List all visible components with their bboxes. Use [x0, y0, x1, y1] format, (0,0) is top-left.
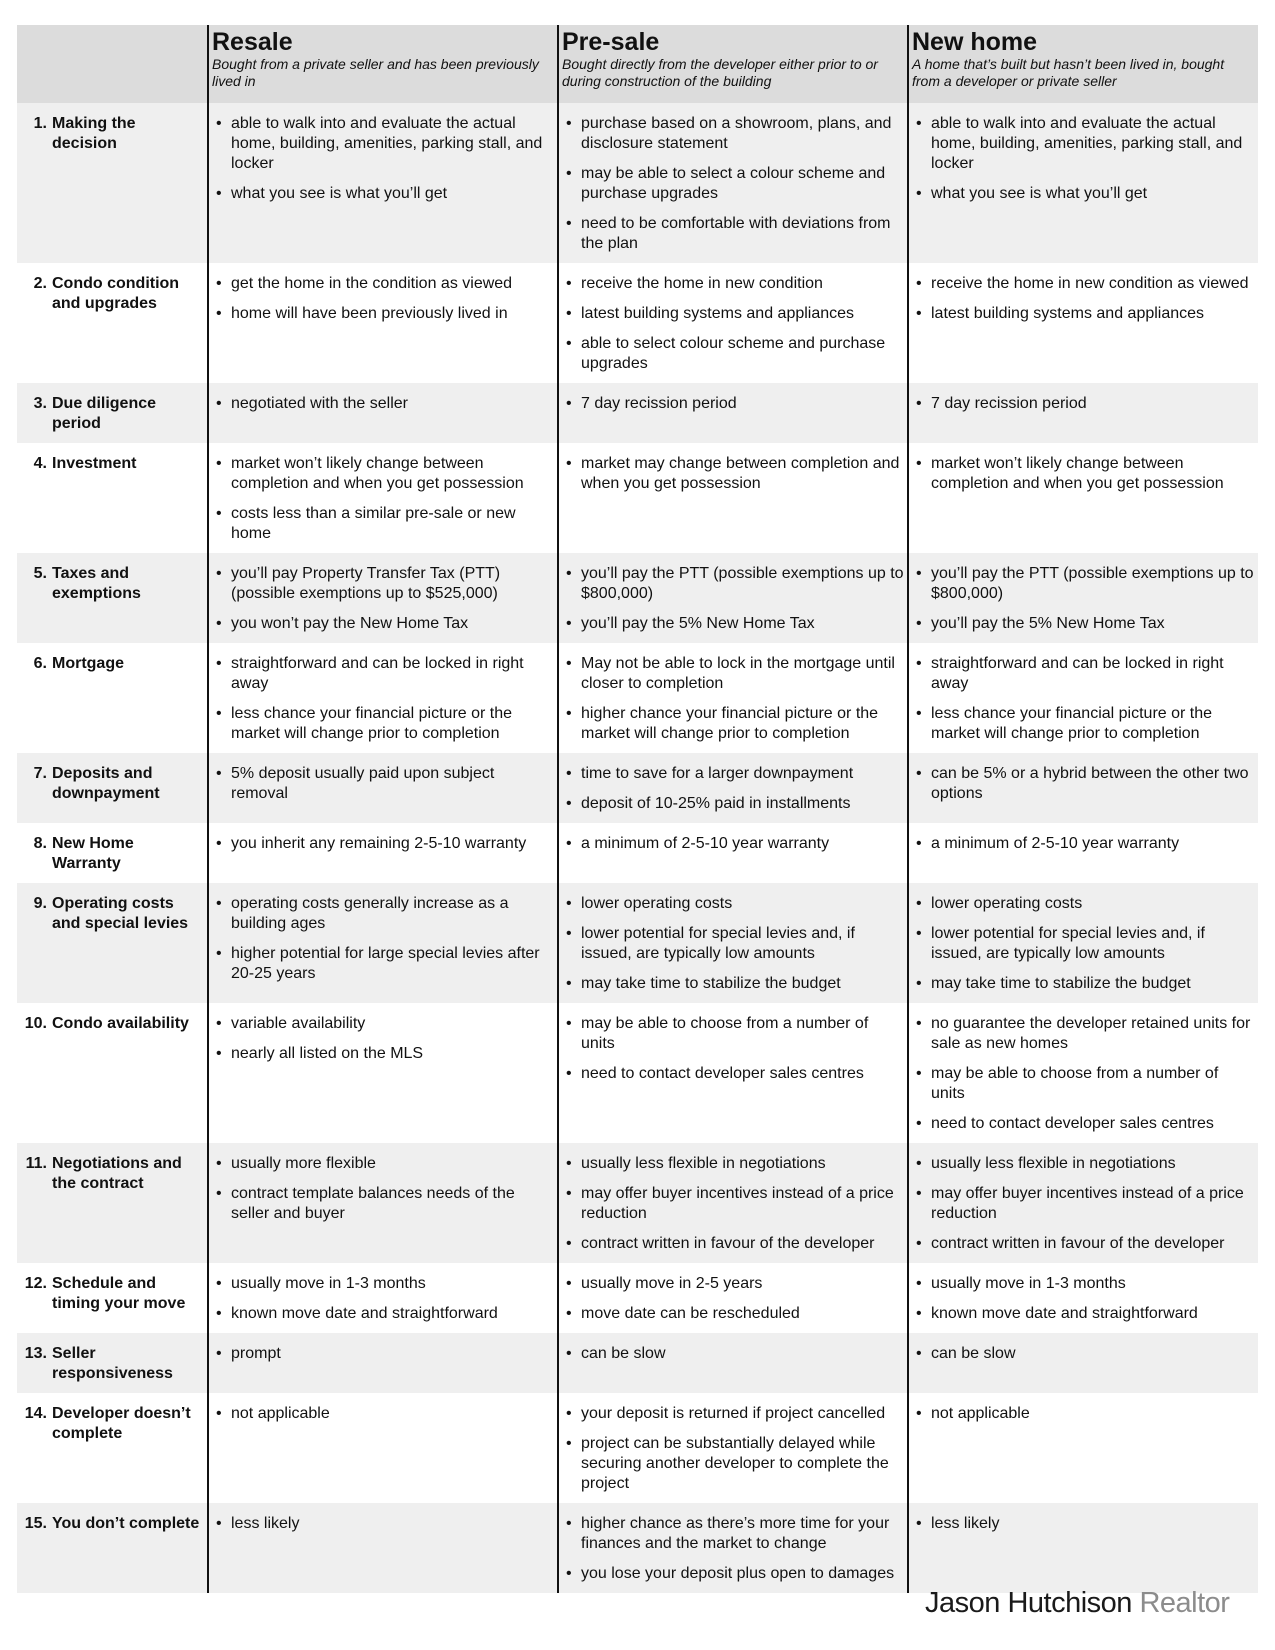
row-label — [17, 394, 207, 434]
cell-new-home — [908, 263, 1258, 383]
cell-pre-sale — [558, 1263, 908, 1333]
cell-new-home — [908, 1143, 1258, 1263]
bullet-list — [563, 114, 904, 254]
cell-pre-sale — [558, 1143, 908, 1263]
list-item: • known move date and straightforward — [213, 1304, 554, 1324]
cell-resale — [208, 643, 558, 753]
row-label — [17, 1514, 207, 1534]
bullet-list — [913, 834, 1255, 854]
table-row — [17, 823, 1258, 883]
list-item: • get the home in the condition as viewed — [213, 274, 554, 294]
row-number: 5. — [33, 565, 47, 582]
cell-new-home — [908, 643, 1258, 753]
list-item: • usually move in 1-3 months — [213, 1274, 554, 1294]
row-label — [17, 114, 207, 154]
list-item: • market won’t likely change between completion and when you get possession — [913, 454, 1255, 494]
list-item: • may be able to select a colour scheme and purchase upgrades — [563, 164, 904, 204]
row-number: 12. — [24, 1275, 47, 1292]
row-number: 1. — [33, 115, 47, 132]
column-description: A home that’s built but hasn’t been lived in, bought from a developer or private seller — [912, 56, 1225, 89]
cell-new-home — [908, 443, 1258, 553]
list-item: • nearly all listed on the MLS — [213, 1044, 554, 1064]
list-item: • you’ll pay Property Transfer Tax (PTT) (possible exemptions up to $525,000) — [213, 564, 554, 604]
list-item: • deposit of 10-25% paid in installments — [563, 794, 904, 814]
list-item: • usually move in 2-5 years — [563, 1274, 904, 1294]
cell-new-home — [908, 1333, 1258, 1393]
bullet-list — [913, 454, 1255, 494]
list-item: • may be able to choose from a number of units — [563, 1014, 904, 1054]
table-row — [17, 1143, 1258, 1263]
list-item: • you’ll pay the 5% New Home Tax — [563, 614, 904, 634]
row-label-text: Operating costs and special levies — [52, 895, 189, 932]
bullet-list — [913, 1344, 1255, 1364]
list-item: • May not be able to lock in the mortgage until closer to completion — [563, 654, 904, 694]
row-label-cell — [17, 1263, 208, 1333]
cell-resale — [208, 1393, 558, 1503]
bullet-list — [213, 454, 554, 544]
list-item: • able to walk into and evaluate the actual home, building, amenities, parking stall, and locker — [913, 114, 1255, 174]
list-item: • you’ll pay the PTT (possible exemptions up to $800,000) — [913, 564, 1255, 604]
bullet-list — [913, 564, 1255, 634]
row-label-cell — [17, 1333, 208, 1393]
column-description: Bought directly from the developer either prior to or during construction of the building — [562, 56, 878, 89]
bullet-list — [213, 1404, 554, 1424]
list-item: • need to contact developer sales centres — [563, 1064, 904, 1084]
realtor-logo — [925, 1586, 1229, 1620]
row-number: 14. — [24, 1405, 47, 1422]
row-label-cell — [17, 553, 208, 643]
row-number: 11. — [25, 1155, 47, 1172]
row-label-text: New Home Warranty — [52, 835, 134, 872]
list-item: • lower operating costs — [563, 894, 904, 914]
cell-new-home — [908, 383, 1258, 443]
bullet-list — [563, 1344, 904, 1364]
list-item: • less chance your financial picture or the market will change prior to completion — [913, 704, 1255, 744]
comparison-table-container — [17, 25, 1258, 1593]
row-label-cell — [17, 823, 208, 883]
cell-resale — [208, 1333, 558, 1393]
row-label-cell — [17, 1503, 208, 1593]
row-label-cell — [17, 263, 208, 383]
list-item: • may be able to choose from a number of units — [913, 1064, 1255, 1104]
header-row — [17, 25, 1258, 103]
list-item: • you won’t pay the New Home Tax — [213, 614, 554, 634]
list-item: • prompt — [213, 1344, 554, 1364]
bullet-list — [913, 1154, 1255, 1254]
list-item: • need to contact developer sales centres — [913, 1114, 1255, 1134]
row-label-text: You don’t complete — [52, 1515, 200, 1532]
list-item: • a minimum of 2-5-10 year warranty — [563, 834, 904, 854]
bullet-list — [913, 114, 1255, 204]
bullet-list — [213, 764, 554, 804]
list-item: • latest building systems and appliances — [563, 304, 904, 324]
cell-new-home — [908, 1503, 1258, 1593]
list-item: • costs less than a similar pre-sale or new home — [213, 504, 554, 544]
list-item: • lower potential for special levies and, if issued, are typically low amounts — [913, 924, 1255, 964]
row-label-text: Taxes and exemptions — [52, 565, 141, 602]
list-item: • less likely — [913, 1514, 1255, 1534]
row-label — [17, 764, 207, 804]
table-row — [17, 263, 1258, 383]
cell-pre-sale — [558, 263, 908, 383]
row-label-cell — [17, 1393, 208, 1503]
row-label — [17, 1404, 207, 1444]
column-title: New home — [912, 28, 1038, 56]
table-row — [17, 883, 1258, 1003]
cell-new-home — [908, 823, 1258, 883]
list-item: • market won’t likely change between completion and when you get possession — [213, 454, 554, 494]
row-label-text: Negotiations and the contract — [52, 1155, 182, 1192]
list-item: • you lose your deposit plus open to damages — [563, 1564, 904, 1584]
cell-new-home — [908, 753, 1258, 823]
cell-resale — [208, 823, 558, 883]
list-item: • you inherit any remaining 2-5-10 warranty — [213, 834, 554, 854]
row-label — [17, 1014, 207, 1034]
list-item: • may take time to stabilize the budget — [563, 974, 904, 994]
row-label-cell — [17, 443, 208, 553]
table-row — [17, 643, 1258, 753]
list-item: • negotiated with the seller — [213, 394, 554, 414]
row-label — [17, 1274, 207, 1314]
row-label-text: Developer doesn’t complete — [52, 1405, 191, 1442]
column-title: Pre-sale — [562, 28, 660, 56]
cell-pre-sale — [558, 1003, 908, 1143]
bullet-list — [213, 894, 554, 984]
comparison-table — [17, 25, 1258, 1593]
list-item: • time to save for a larger downpayment — [563, 764, 904, 784]
bullet-list — [213, 1344, 554, 1364]
table-row — [17, 553, 1258, 643]
cell-resale — [208, 1503, 558, 1593]
cell-resale — [208, 553, 558, 643]
row-label-text: Investment — [52, 455, 137, 472]
list-item: • your deposit is returned if project cancelled — [563, 1404, 904, 1424]
cell-pre-sale — [558, 443, 908, 553]
list-item: • operating costs generally increase as a building ages — [213, 894, 554, 934]
list-item: • usually less flexible in negotiations — [913, 1154, 1255, 1174]
table-row — [17, 103, 1258, 263]
cell-resale — [208, 1263, 558, 1333]
cell-resale — [208, 103, 558, 263]
list-item: • not applicable — [213, 1404, 554, 1424]
list-item: • 5% deposit usually paid upon subject removal — [213, 764, 554, 804]
row-number: 7. — [33, 765, 47, 782]
list-item: • may offer buyer incentives instead of a price reduction — [913, 1184, 1255, 1224]
list-item: • less likely — [213, 1514, 554, 1534]
cell-new-home — [908, 1393, 1258, 1503]
list-item: • a minimum of 2-5-10 year warranty — [913, 834, 1255, 854]
bullet-list — [913, 274, 1255, 324]
cell-new-home — [908, 103, 1258, 263]
row-label — [17, 1344, 207, 1384]
list-item: • 7 day recission period — [913, 394, 1255, 414]
list-item: • market may change between completion and when you get possession — [563, 454, 904, 494]
row-label-cell — [17, 753, 208, 823]
bullet-list — [213, 1274, 554, 1324]
row-label-text: Seller responsiveness — [52, 1345, 173, 1382]
bullet-list — [213, 1514, 554, 1534]
row-number: 13. — [24, 1345, 47, 1362]
list-item: • straightforward and can be locked in right away — [913, 654, 1255, 694]
list-item: • contract written in favour of the developer — [913, 1234, 1255, 1254]
bullet-list — [563, 394, 904, 414]
bullet-list — [213, 564, 554, 634]
list-item: • home will have been previously lived in — [213, 304, 554, 324]
list-item: • what you see is what you’ll get — [213, 184, 554, 204]
table-body — [17, 103, 1258, 1593]
bullet-list — [213, 1014, 554, 1064]
list-item: • can be slow — [563, 1344, 904, 1364]
table-row — [17, 383, 1258, 443]
bullet-list — [563, 1274, 904, 1324]
row-number: 4. — [33, 455, 47, 472]
row-number: 9. — [33, 895, 47, 912]
list-item: • may take time to stabilize the budget — [913, 974, 1255, 994]
row-label — [17, 834, 207, 874]
row-label — [17, 564, 207, 604]
row-label-text: Mortgage — [52, 655, 124, 672]
row-label — [17, 1154, 207, 1194]
cell-resale — [208, 383, 558, 443]
table-row — [17, 1333, 1258, 1393]
cell-resale — [208, 883, 558, 1003]
list-item: • can be slow — [913, 1344, 1255, 1364]
row-number: 3. — [33, 395, 47, 412]
list-item: • latest building systems and appliances — [913, 304, 1255, 324]
list-item: • can be 5% or a hybrid between the other two options — [913, 764, 1255, 804]
cell-new-home — [908, 1003, 1258, 1143]
cell-pre-sale — [558, 1393, 908, 1503]
list-item: • able to select colour scheme and purchase upgrades — [563, 334, 904, 374]
bullet-list — [913, 1404, 1255, 1424]
table-row — [17, 753, 1258, 823]
cell-pre-sale — [558, 753, 908, 823]
bullet-list — [213, 274, 554, 324]
row-label-cell — [17, 1003, 208, 1143]
header-corner — [17, 25, 208, 103]
row-label — [17, 454, 207, 474]
table-row — [17, 1503, 1258, 1593]
bullet-list — [563, 1014, 904, 1084]
table-row — [17, 443, 1258, 553]
list-item: • what you see is what you’ll get — [913, 184, 1255, 204]
bullet-list — [913, 1514, 1255, 1534]
list-item: • you’ll pay the PTT (possible exemptions up to $800,000) — [563, 564, 904, 604]
list-item: • higher potential for large special levies after 20-25 years — [213, 944, 554, 984]
row-label-text: Condo condition and upgrades — [52, 275, 180, 312]
list-item: • move date can be rescheduled — [563, 1304, 904, 1324]
list-item: • contract written in favour of the developer — [563, 1234, 904, 1254]
list-item: • usually move in 1-3 months — [913, 1274, 1255, 1294]
list-item: • usually less flexible in negotiations — [563, 1154, 904, 1174]
logo-name: Jason Hutchison — [925, 1587, 1132, 1619]
row-number: 8. — [33, 835, 47, 852]
cell-pre-sale — [558, 383, 908, 443]
column-header-resale — [208, 25, 558, 103]
row-label-cell — [17, 383, 208, 443]
row-number: 2. — [33, 275, 47, 292]
bullet-list — [213, 654, 554, 744]
cell-pre-sale — [558, 883, 908, 1003]
table-row — [17, 1003, 1258, 1143]
cell-pre-sale — [558, 103, 908, 263]
list-item: • need to be comfortable with deviations from the plan — [563, 214, 904, 254]
bullet-list — [563, 894, 904, 994]
bullet-list — [213, 114, 554, 204]
row-label-cell — [17, 883, 208, 1003]
row-label-cell — [17, 643, 208, 753]
cell-new-home — [908, 553, 1258, 643]
list-item: • higher chance your financial picture or the market will change prior to completion — [563, 704, 904, 744]
bullet-list — [913, 394, 1255, 414]
row-label-text: Due diligence period — [52, 395, 157, 432]
row-label-text: Deposits and downpayment — [52, 765, 160, 802]
bullet-list — [913, 894, 1255, 994]
bullet-list — [563, 764, 904, 814]
list-item: • receive the home in new condition as viewed — [913, 274, 1255, 294]
row-label-cell — [17, 103, 208, 263]
cell-pre-sale — [558, 823, 908, 883]
bullet-list — [563, 1514, 904, 1584]
list-item: • variable availability — [213, 1014, 554, 1034]
row-label-text: Making the decision — [52, 115, 136, 152]
column-description: Bought from a private seller and has been previously lived in — [212, 56, 539, 89]
list-item: • purchase based on a showroom, plans, and disclosure statement — [563, 114, 904, 154]
bullet-list — [563, 1154, 904, 1254]
cell-new-home — [908, 883, 1258, 1003]
row-label — [17, 894, 207, 934]
list-item: • able to walk into and evaluate the actual home, building, amenities, parking stall, and locker — [213, 114, 554, 174]
bullet-list — [913, 764, 1255, 804]
bullet-list — [913, 1274, 1255, 1324]
column-header-new-home — [908, 25, 1258, 103]
bullet-list — [563, 454, 904, 494]
bullet-list — [563, 654, 904, 744]
list-item: • straightforward and can be locked in right away — [213, 654, 554, 694]
row-label-cell — [17, 1143, 208, 1263]
cell-new-home — [908, 1263, 1258, 1333]
list-item: • no guarantee the developer retained units for sale as new homes — [913, 1014, 1255, 1054]
cell-resale — [208, 1143, 558, 1263]
list-item: • higher chance as there’s more time for your finances and the market to change — [563, 1514, 904, 1554]
cell-resale — [208, 1003, 558, 1143]
row-number: 10. — [24, 1015, 47, 1032]
cell-pre-sale — [558, 1333, 908, 1393]
cell-resale — [208, 263, 558, 383]
column-title: Resale — [212, 28, 293, 56]
cell-resale — [208, 443, 558, 553]
bullet-list — [563, 834, 904, 854]
table-row — [17, 1263, 1258, 1333]
table-row — [17, 1393, 1258, 1503]
cell-pre-sale — [558, 1503, 908, 1593]
bullet-list — [563, 1404, 904, 1494]
cell-resale — [208, 753, 558, 823]
cell-pre-sale — [558, 553, 908, 643]
list-item: • receive the home in new condition — [563, 274, 904, 294]
row-label — [17, 654, 207, 674]
row-label — [17, 274, 207, 314]
column-header-pre-sale — [558, 25, 908, 103]
bullet-list — [913, 1014, 1255, 1134]
bullet-list — [563, 564, 904, 634]
row-number: 6. — [33, 655, 47, 672]
bullet-list — [563, 274, 904, 374]
list-item: • not applicable — [913, 1404, 1255, 1424]
list-item: • 7 day recission period — [563, 394, 904, 414]
list-item: • project can be substantially delayed while securing another developer to complete the project — [563, 1434, 904, 1494]
list-item: • less chance your financial picture or the market will change prior to completion — [213, 704, 554, 744]
list-item: • contract template balances needs of the seller and buyer — [213, 1184, 554, 1224]
row-label-text: Schedule and timing your move — [52, 1275, 186, 1312]
bullet-list — [213, 834, 554, 854]
list-item: • known move date and straightforward — [913, 1304, 1255, 1324]
row-number: 15. — [24, 1515, 47, 1532]
row-label-text: Condo availability — [52, 1015, 189, 1032]
list-item: • you’ll pay the 5% New Home Tax — [913, 614, 1255, 634]
list-item: • lower potential for special levies and, if issued, are typically low amounts — [563, 924, 904, 964]
bullet-list — [913, 654, 1255, 744]
list-item: • may offer buyer incentives instead of a price reduction — [563, 1184, 904, 1224]
cell-pre-sale — [558, 643, 908, 753]
list-item: • lower operating costs — [913, 894, 1255, 914]
list-item: • usually more flexible — [213, 1154, 554, 1174]
bullet-list — [213, 394, 554, 414]
logo-title: Realtor — [1139, 1587, 1230, 1619]
bullet-list — [213, 1154, 554, 1224]
